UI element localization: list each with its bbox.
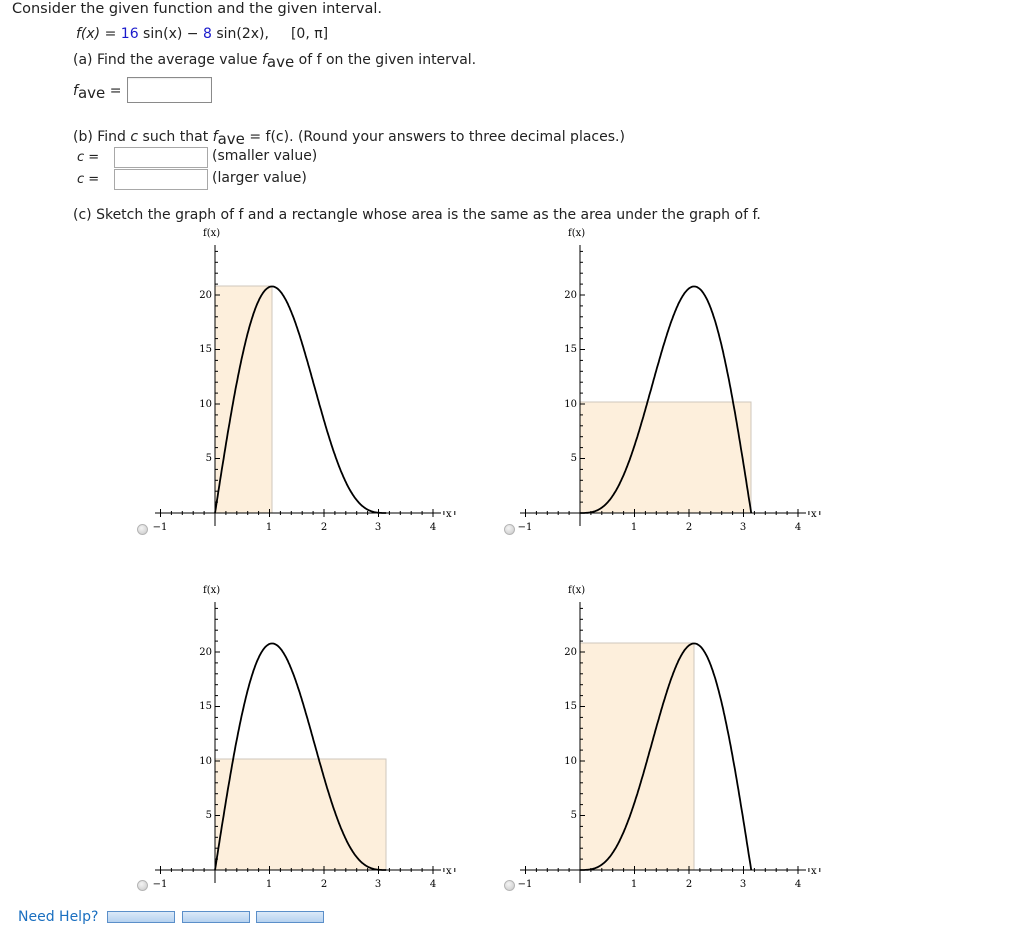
f-symbol: f xyxy=(261,52,267,68)
y-tick-label: 5 xyxy=(205,453,212,464)
c-symbol: c xyxy=(130,129,139,145)
watch-it-button[interactable] xyxy=(182,911,250,923)
fave-input[interactable] xyxy=(127,77,212,103)
fave-f: f xyxy=(73,83,78,99)
y-tick-label: 15 xyxy=(199,701,212,712)
y-tick-label: 20 xyxy=(199,647,212,658)
coef-1: 16 xyxy=(120,26,139,42)
graph-option-3 xyxy=(140,580,470,890)
c-smaller-input[interactable] xyxy=(114,147,208,168)
x-tick-label: 2 xyxy=(685,522,693,533)
x-tick-label: 2 xyxy=(320,879,328,890)
y-tick-label: 20 xyxy=(199,290,212,301)
y-tick-label: 10 xyxy=(564,756,577,767)
y-tick-label: 10 xyxy=(199,399,212,410)
average-rectangle xyxy=(580,402,751,513)
average-rectangle xyxy=(215,286,272,513)
x-tick-label: 3 xyxy=(739,522,747,533)
x-tick-label: 3 xyxy=(374,879,382,890)
coef-2: 8 xyxy=(202,26,212,42)
interval: [0, π] xyxy=(290,26,329,42)
y-tick-label: 20 xyxy=(564,647,577,658)
x-tick-label: 4 xyxy=(794,879,802,890)
x-axis-label: x xyxy=(811,866,817,877)
x-tick-label: −1 xyxy=(152,879,168,890)
graph-option-1 xyxy=(140,224,470,534)
x-axis-label: x xyxy=(446,509,452,520)
x-tick-label: −1 xyxy=(152,522,168,533)
ave-subscript: ave xyxy=(266,53,295,71)
c-larger-note: (larger value) xyxy=(212,170,307,186)
graph-option-2 xyxy=(505,224,835,534)
x-tick-label: 3 xyxy=(374,522,382,533)
part-c-prompt: (c) Sketch the graph of f and a rectangle whose area is the same as the area under the graph of f. xyxy=(73,207,761,223)
average-rectangle xyxy=(215,759,386,870)
function-lhs: f(x) = xyxy=(76,26,121,42)
function-definition xyxy=(76,26,328,42)
x-tick-label: 3 xyxy=(739,879,747,890)
x-tick-label: 2 xyxy=(320,522,328,533)
part-b-suffix: = f(c). (Round your answers to three decimal places.) xyxy=(244,129,625,145)
x-tick-label: 4 xyxy=(429,522,437,533)
c-smaller-note: (smaller value) xyxy=(212,148,318,164)
part-b-prefix: (b) Find xyxy=(73,129,131,145)
x-axis-label: x xyxy=(811,509,817,520)
c-larger-input[interactable] xyxy=(114,169,208,190)
part-b-prompt xyxy=(73,127,625,148)
x-tick-label: 1 xyxy=(630,879,638,890)
need-help-label: Need Help? xyxy=(18,909,99,925)
x-tick-label: 1 xyxy=(265,879,273,890)
x-axis-label: x xyxy=(446,866,452,877)
y-tick-label: 5 xyxy=(570,810,577,821)
y-tick-label: 15 xyxy=(564,344,577,355)
part-b-mid: such that xyxy=(138,129,213,145)
graph-option-4 xyxy=(505,580,835,890)
x-tick-label: 4 xyxy=(429,879,437,890)
fave-eq: = xyxy=(105,83,122,99)
fave-sub: ave xyxy=(77,84,106,102)
c-label-smaller: c = xyxy=(77,150,100,165)
x-tick-label: −1 xyxy=(517,522,533,533)
part-a-prefix: (a) Find the average value xyxy=(73,52,262,68)
part-a-suffix: of f on the given interval. xyxy=(294,52,477,68)
x-tick-label: 1 xyxy=(265,522,273,533)
y-tick-label: 10 xyxy=(564,399,577,410)
y-tick-label: 5 xyxy=(570,453,577,464)
y-tick-label: 15 xyxy=(564,701,577,712)
y-tick-label: 15 xyxy=(199,344,212,355)
y-axis-label: f(x) xyxy=(203,585,221,596)
f-symbol: f xyxy=(212,129,218,145)
term-1: sin(x) − xyxy=(138,26,203,42)
average-rectangle xyxy=(580,643,694,870)
y-axis-label: f(x) xyxy=(568,228,586,239)
y-tick-label: 5 xyxy=(205,810,212,821)
part-a-prompt xyxy=(73,50,477,71)
intro-text: Consider the given function and the given interval. xyxy=(12,1,382,17)
y-tick-label: 20 xyxy=(564,290,577,301)
x-tick-label: 4 xyxy=(794,522,802,533)
y-tick-label: 10 xyxy=(199,756,212,767)
y-axis-label: f(x) xyxy=(568,585,586,596)
c-label-larger: c = xyxy=(77,172,100,187)
x-tick-label: 1 xyxy=(630,522,638,533)
x-tick-label: 2 xyxy=(685,879,693,890)
talk-to-tutor-button[interactable] xyxy=(256,911,324,923)
ave-subscript: ave xyxy=(217,130,245,148)
x-tick-label: −1 xyxy=(517,879,533,890)
read-it-button[interactable] xyxy=(107,911,175,923)
fave-label xyxy=(73,81,122,102)
y-axis-label: f(x) xyxy=(203,228,221,239)
term-2: sin(2x), xyxy=(211,26,269,42)
